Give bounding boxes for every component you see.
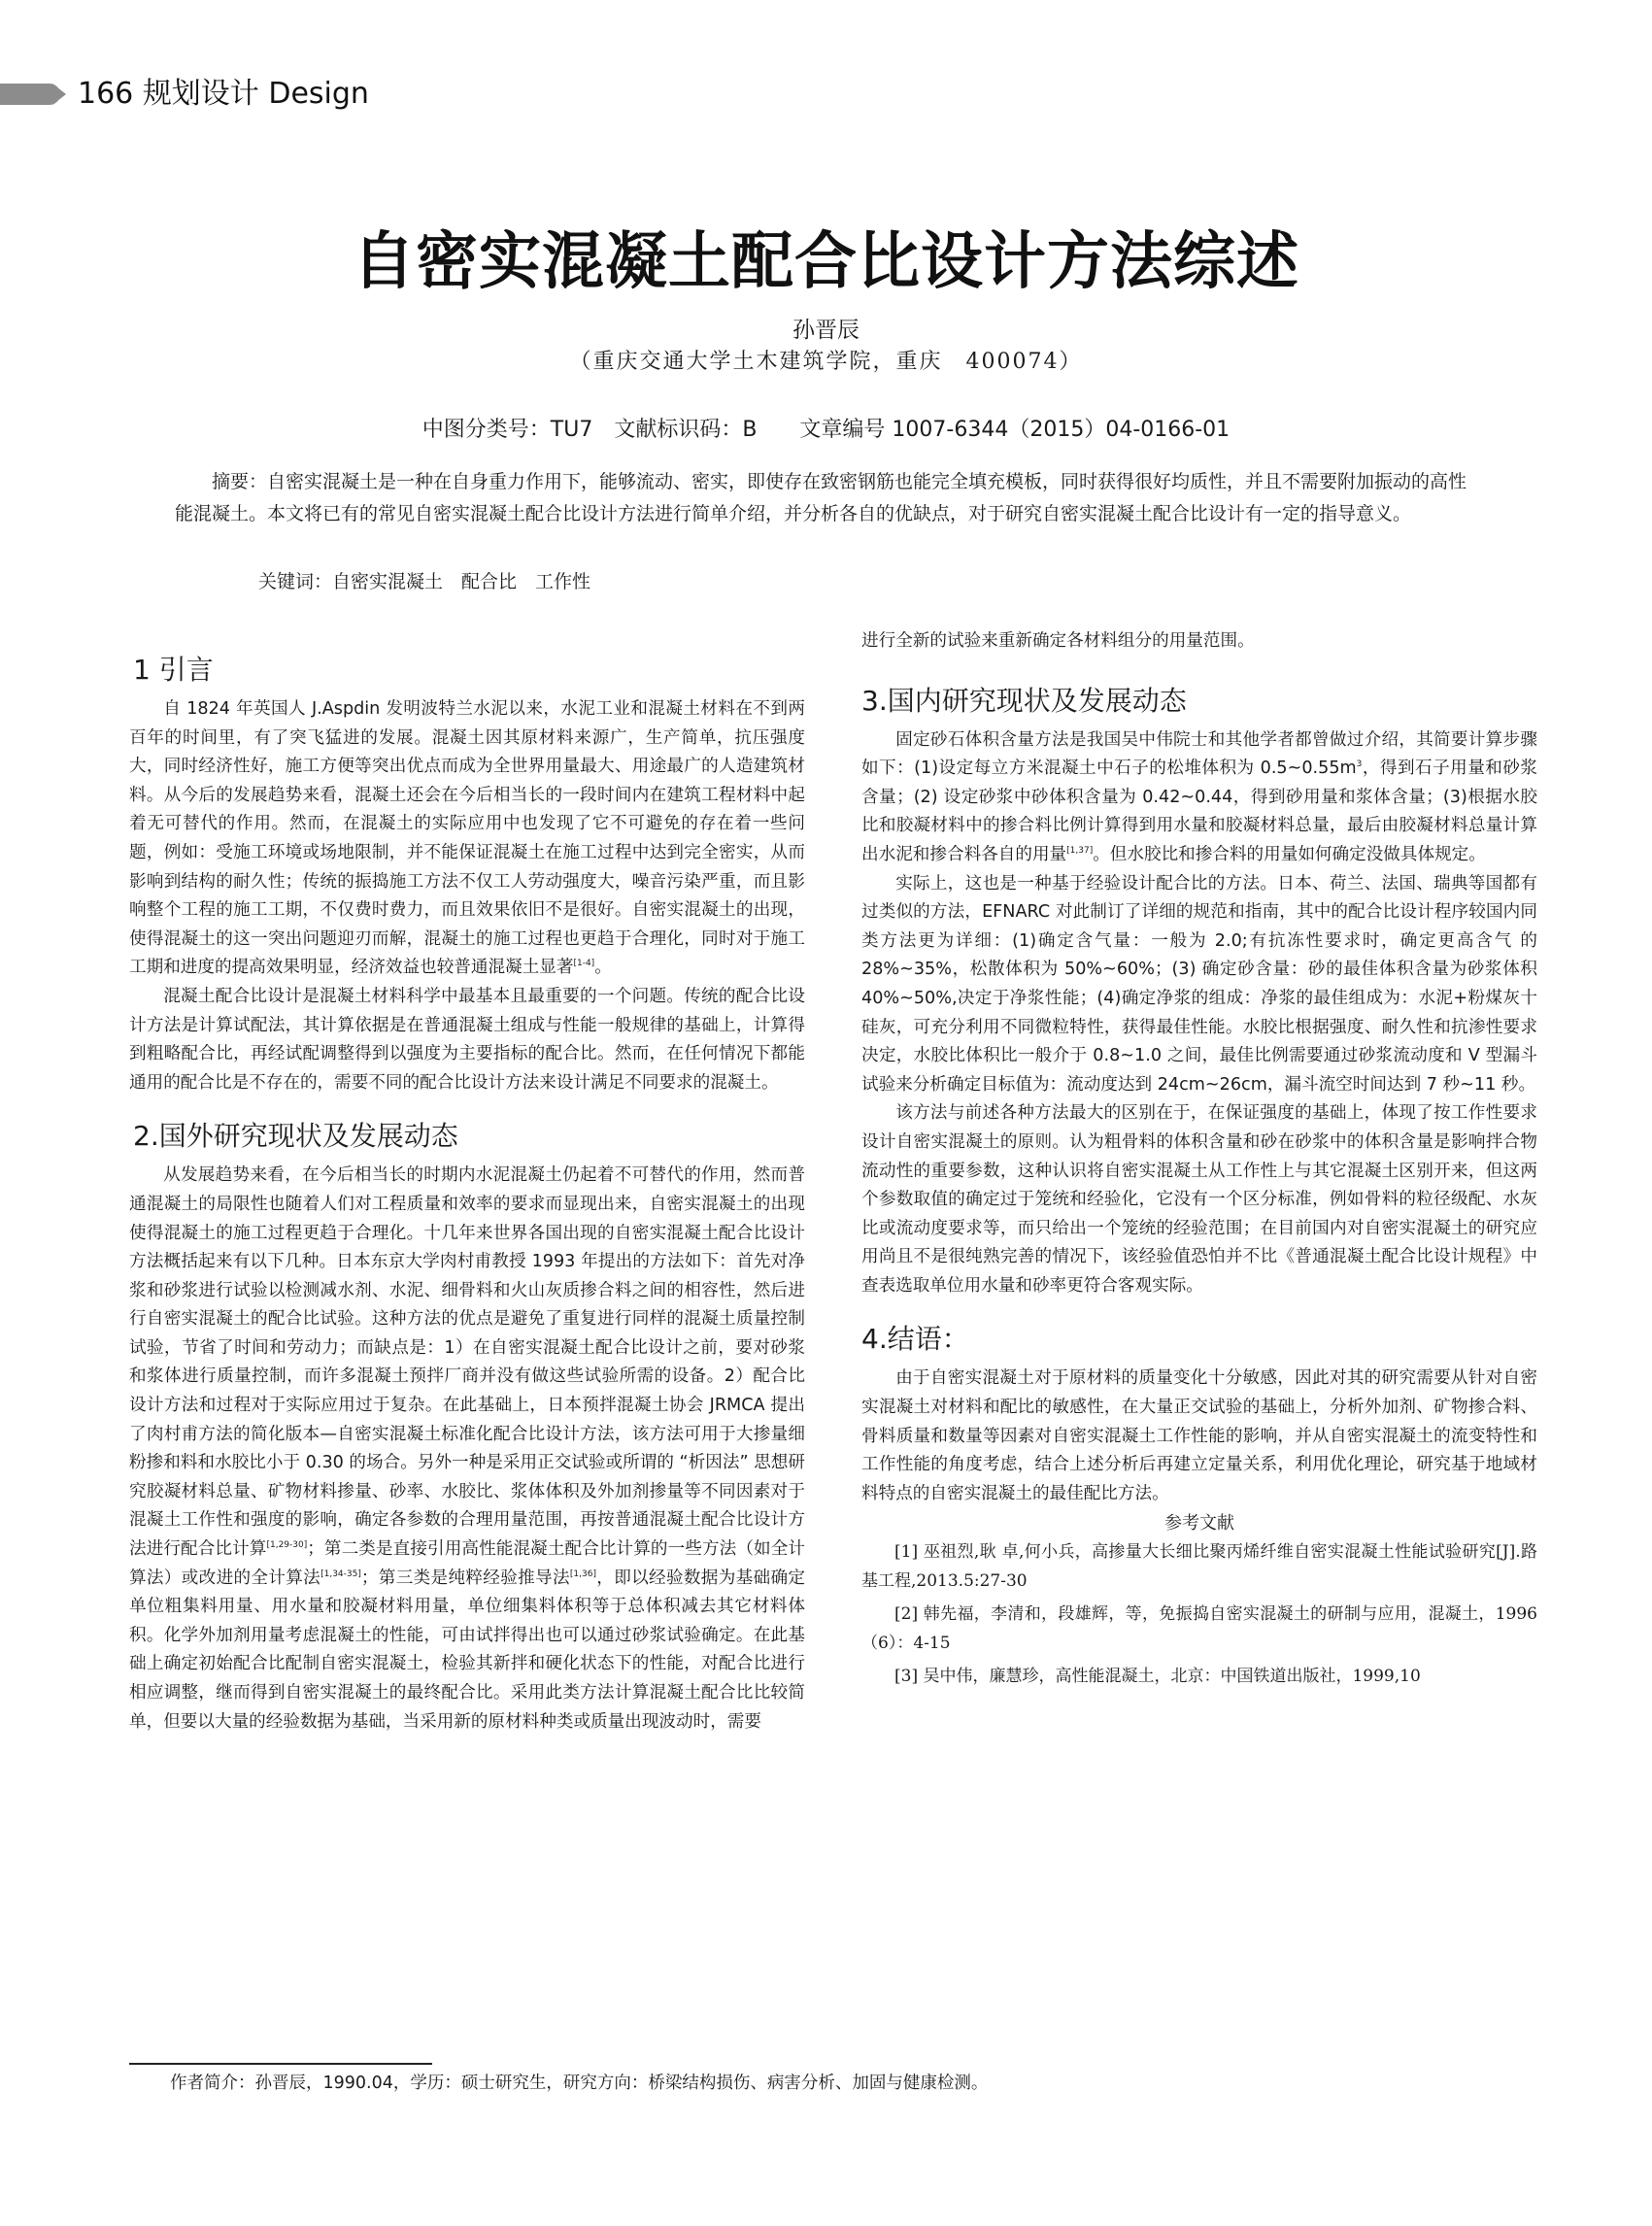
paper-title: 自密实混凝土配合比设计方法综述 bbox=[353, 225, 1299, 298]
abstract-text: 摘要：自密实混凝土是一种在自身重力作用下，能够流动、密实，即使存在致密钢筋也能完全填充模板，同时获得很好均质性，并且不需要附加振动的高性能混凝土。本文将已有的常见自密实混凝土配合比设计方法进行简单介绍，并分析各自的优缺点，对于研究自密实混凝土配合比设计有一定的指导意义。 bbox=[175, 471, 1467, 524]
references-title: 参考文献 bbox=[1164, 1513, 1234, 1535]
reference-item: [1] 巫祖烈,耿 卓,何小兵，高掺量大长细比聚丙烯纤维自密实混凝土性能试验研究[J].路基工程,2013.5:27-30 bbox=[861, 1542, 1537, 1592]
section-3-paragraph-2: 实际上，这也是一种基于经验设计配合比的方法。日本、荷兰、法国、瑞典等国都有过类似的方法，EFNARC 对此制订了详细的规范和指南，其中的配合比设计程序较国内同类方法更为详细：(1)确定含气量：一般为 2.0;有抗冻性要求时，确定更高含气 的 28%~35%，松散体积为 50%~60%；(3) 确定砂含量：砂的最佳体积含量为砂浆体积 40%~50%,决定于净浆性能；(4)确定净浆的组成：净浆的最佳组成为：水泥+粉煤灰十硅灰，可充分利用不同微粒特性，获得最佳性能。水胶比根据强度、耐久性和抗渗性要求决定，水胶比体积比一般介于 0.8~1.0 之间，最佳比例需要通过砂浆流动度和 V 型漏斗试验来分析确定目标值为：流动度达到 24cm~26cm，漏斗流空时间达到 7 秒~11 秒。 bbox=[861, 873, 1537, 1095]
section-2-continuation: 进行全新的试验来重新确定各材料组分的用量范围。 bbox=[861, 631, 1255, 651]
abstract bbox=[175, 466, 1467, 530]
page-header bbox=[78, 78, 369, 111]
author-name: 孙晋辰 bbox=[792, 318, 860, 343]
section-1-heading: 1 引言 bbox=[133, 654, 214, 686]
citation: [1,34-35] bbox=[320, 1568, 361, 1579]
keywords: 关键词：自密实混凝土 配合比 工作性 bbox=[258, 571, 591, 592]
page-number: 166 bbox=[78, 77, 134, 111]
citation: [1,36] bbox=[569, 1568, 596, 1579]
superscript-3: 3 bbox=[1356, 759, 1363, 770]
citation: [1,37] bbox=[1066, 846, 1094, 857]
section-2-paragraph-1: 从发展趋势来看，在今后相当长的时期内水泥混凝土仍起着不可替代的作用，然而普通混凝土的局限性也随着人们对工程质量和效率的要求而显现出来，自密实混凝土的出现使得混凝土的施工过程更趋于合理化。十几年来世界各国出现的自密实混凝土配合比设计方法概括起来有以下几种。日本东京大学肉村甫教授 1993 年提出的方法如下：首先对净浆和砂浆进行试验以检测减水剂、水泥、细骨料和火山灰质掺合料之间的相容性，然后进行自密实混凝土的配合比试验。这种方法的优点是避免了重复进行同样的混凝土质量控制试验，节省了时间和劳动力；而缺点是：1）在自密实混凝土配合比设计之前，要对砂浆和浆体进行质量控制，而许多混凝土预拌厂商并没有做这些试验所需的设备。2）配合比设计方法和过程对于实际应用过于复杂。在此基础上，日本预拌混凝土协会 JRMCA 提出了肉村甫方法的简化版本—自密实混凝土标准化配合比设计方法，该方法可用于大掺量细粉掺和料和水胶比小于 0.30 的场合。另外一种是采用正交试验或所谓的 “析因法” 思想研究胶凝材料总量、矿物材料掺量、砂率、水胶比、浆体体积及外加剂掺量等不同因素对于混凝土工作性和强度的影响，确定各参数的合理用量范围，再按普通混凝土配合比设计方法进行配合比计算[1,29-30]；第二类是直接引用高性能混凝土配合比计算的一些方法（如全计算法）或改进的全计算法[1,34-35]；第三类是纯粹经验推导法[1,36]，即以经验数据为基础确定单位粗集料用量、用水量和胶凝材料用量，单位细集料体积等于总体积减去其它材料体积。化学外加剂用量考虑混凝土的性能，可由试拌得出也可以通过砂浆试验确定。在此基础上确定初始配合比配制自密实混凝土，检验其新拌和硬化状态下的性能，对配合比进行相应调整，继而得到自密实混凝土的最终配合比。采用此类方法计算混凝土配合比比较简单，但要以大量的经验数据为基础，当采用新的原材料种类或质量出现波动时，需要 bbox=[129, 1165, 805, 1732]
section-2-heading: 2.国外研究现状及发展动态 bbox=[133, 1120, 458, 1153]
footer-rule bbox=[129, 2063, 432, 2065]
header-section-en: Design bbox=[268, 77, 369, 111]
section-3-heading: 3.国内研究现状及发展动态 bbox=[861, 684, 1187, 717]
header-decoration-bar bbox=[0, 84, 60, 105]
section-3-paragraph-3: 该方法与前述各种方法最大的区别在于，在保证强度的基础上，体现了按工作性要求设计自密实混凝土的原则。认为粗骨料的体积含量和砂在砂浆中的体积含量是影响拌合物流动性的重要参数，这种认识将自密实混凝土从工作性上与其它混凝土区别开来，但这两个参数取值的确定过于笼统和经验化，它没有一个区分标准，例如骨料的粒径级配、水灰比或流动度要求等，而只给出一个笼统的经验范围；在目前国内对自密实混凝土的研究应用尚且不是很纯熟完善的情况下，该经验值恐怕并不比《普通混凝土配合比设计规程》中查表选取单位用水量和砂率更符合客观实际。 bbox=[861, 1103, 1537, 1296]
section-4-paragraph-1: 由于自密实混凝土对于原材料的质量变化十分敏感，因此对其的研究需要从针对自密实混凝土对材料和配比的敏感性，在大量正交试验的基础上，分析外加剂、矿物掺合料、骨料质量和数量等因素对自密实混凝土工作性能的影响，并从自密实混凝土的流变特性和工作性能的角度考虑，结合上述分析后再建立定量关系，利用优化理论，研究基于地域材料特点的自密实混凝土的最佳配比方法。 bbox=[861, 1368, 1537, 1503]
classification-line: 中图分类号：TU7 文献标识码：B 文章编号 1007-6344（2015）04-0166-01 bbox=[421, 418, 1231, 442]
section-4-heading: 4.结语： bbox=[861, 1323, 969, 1356]
citation: [1,29-30] bbox=[266, 1540, 308, 1551]
header-section: 规划设计 bbox=[142, 77, 259, 111]
citation: [1-4] bbox=[573, 959, 595, 969]
section-3-paragraph-1: 固定砂石体积含量方法是我国吴中伟院士和其他学者都曾做过介绍，其简要计算步骤如下：(1)设定每立方米混凝土中石子的松堆体积为 $0.5\sim 0.55m^3$，得到石子用量和砂浆含量；(2) 设定砂浆中砂体积含量为 0.42~0.44，得到砂用量和浆体含量；(3)根据水胶比和胶凝材料中的掺合料比例计算得到用水量和胶凝材料总量，最后由胶凝材料总量计算出水泥和掺合料各自的用量[1,37]。但水胶比和掺合料的用量如何确定没做具体规定。 bbox=[861, 729, 1537, 864]
section-1-paragraph-1: 自 1824 年英国人 J.Aspdin 发明波特兰水泥以来，水泥工业和混凝土材料在不到两百年的时间里，有了突飞猛进的发展。混凝土因其原材料来源广，生产简单，抗压强度大，同时经济性好，施工方便等突出优点而成为全世界用量最大、用途最广的人造建筑材料。从今后的发展趋势来看，混凝土还会在今后相当长的一段时间内在建筑工程材料中起着无可替代的作用。然而，在混凝土的实际应用中也发现了它不可避免的存在着一些问题，例如：受施工环境或场地限制，并不能保证混凝土在施工过程中达到完全密实，从而影响到结构的耐久性；传统的振捣施工方法不仅工人劳动强度大，噪音污染严重，而且影响整个工程的施工工期，不仅费时费力，而且效果依旧不是很好。自密实混凝土的出现，使得混凝土的这一突出问题迎刃而解，混凝土的施工过程也更趋于合理化，同时对于施工工期和进度的提高效果明显，经济效益也较普通混凝土显著[1-4]。 bbox=[129, 699, 805, 978]
reference-item: [2] 韩先福，李清和，段雄辉，等，免振捣自密实混凝土的研制与应用，混凝土，1996（6）：4-15 bbox=[861, 1604, 1537, 1654]
author-affiliation: （重庆交通大学土木建筑学院，重庆 400074） bbox=[569, 350, 1083, 374]
references bbox=[861, 1510, 1537, 1691]
section-1-paragraph-2: 混凝土配合比设计是混凝土材料科学中最基本且最重要的一个问题。传统的配合比设计方法是计算试配法，其计算依据是在普通混凝土组成与性能一般规律的基础上，计算得到粗略配合比，再经试配调整得到以强度为主要指标的配合比。然而，在任何情况下都能通用的配合比是不存在的，需要不同的配合比设计方法来设计满足不同要求的混凝土。 bbox=[129, 986, 805, 1093]
reference-item: [3] 吴中伟，廉慧珍，高性能混凝土，北京：中国铁道出版社，1999,10 bbox=[894, 1667, 1421, 1687]
header-arrow-icon bbox=[52, 84, 66, 105]
left-column bbox=[129, 653, 805, 1737]
right-column bbox=[861, 627, 1537, 1695]
author-bio: 作者简介：孙晋辰，1990.04，学历：硕士研究生，研究方向：桥梁结构损伤、病害分析、加固与健康检测。 bbox=[170, 2074, 989, 2093]
